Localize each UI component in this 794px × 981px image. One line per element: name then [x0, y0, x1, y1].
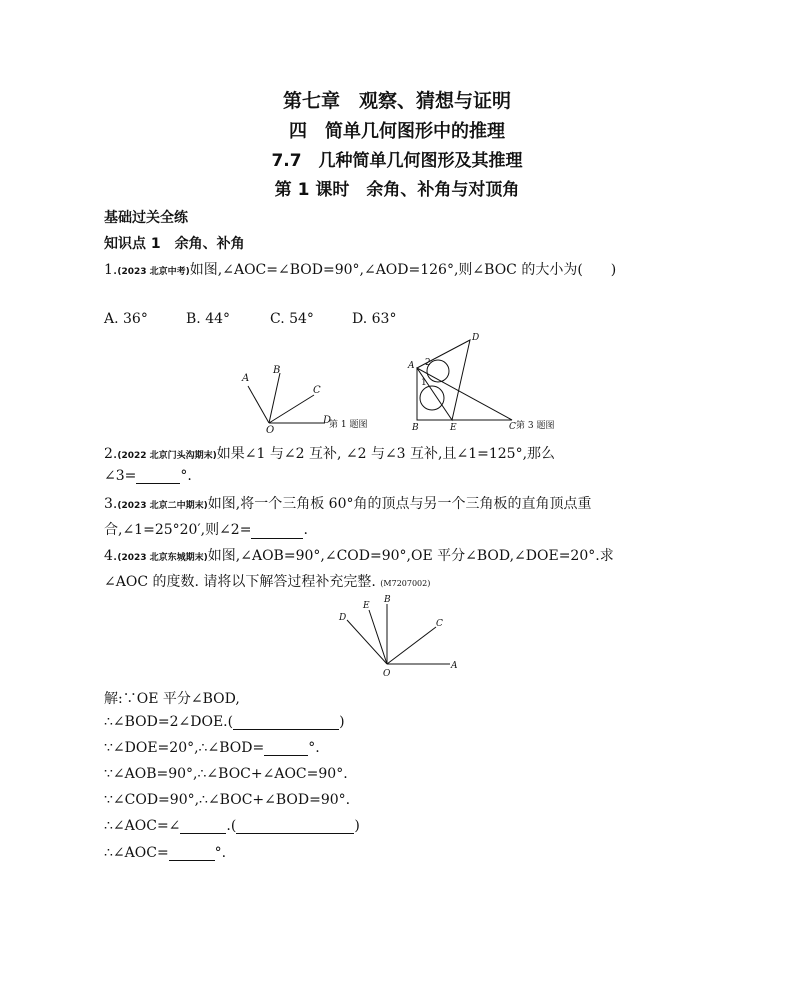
question-number: 4. — [104, 548, 118, 564]
text: .( — [226, 818, 237, 834]
text: °. — [180, 468, 192, 484]
question-text: 如图,∠AOB=90°,∠COD=90°,OE 平分∠BOD,∠DOE=20°.求 — [207, 548, 614, 564]
label-a: A — [451, 661, 458, 671]
subsection-title: 7.7 几种简单几何图形及其推理 — [271, 151, 523, 171]
question-1 — [104, 259, 616, 279]
label-b: B — [273, 365, 281, 376]
answer-blank[interactable] — [251, 524, 303, 539]
ray-oc — [269, 395, 314, 423]
answer-blank[interactable] — [169, 846, 215, 861]
question-source: (2023 北京二中期末) — [117, 501, 208, 511]
figure-3 — [400, 328, 560, 432]
label-c: C — [313, 385, 321, 396]
question-number: 2. — [104, 446, 118, 462]
label-o: O — [383, 669, 391, 679]
option-a: A. 36° — [104, 311, 148, 327]
question-text: 如图,∠AOC=∠BOD=90°,∠AOD=126°,则∠BOC 的大小为( ) — [189, 262, 617, 278]
text: ∴∠AOC=∠ — [104, 818, 181, 834]
text: ) — [339, 714, 345, 730]
label-c: C — [509, 422, 516, 432]
question-2-line-2 — [104, 468, 192, 484]
figure-1 — [235, 355, 395, 435]
label-d: D — [323, 415, 332, 426]
question-number: 1. — [104, 262, 118, 278]
text: °. — [308, 740, 320, 756]
question-text: 如图,将一个三角板 60°角的顶点与另一个三角板的直角顶点重 — [207, 496, 592, 512]
question-4 — [104, 545, 614, 565]
question-4-line-2 — [104, 571, 430, 591]
answer-blank[interactable] — [180, 819, 226, 834]
solution-step-4: ∵∠AOB=90°,∴∠BOC+∠AOC=90°. — [104, 766, 348, 782]
label-e: E — [450, 423, 457, 432]
label-a: A — [242, 373, 250, 384]
label-o: O — [266, 425, 275, 435]
figure-4 — [332, 590, 462, 680]
answer-blank[interactable] — [136, 469, 180, 484]
solution-step-6 — [104, 818, 360, 834]
ray-oe — [369, 610, 387, 664]
ray-ob — [269, 373, 280, 423]
question-code: (M7207002) — [380, 579, 431, 588]
label-a: A — [408, 361, 415, 371]
text: ∴∠AOC= — [104, 845, 169, 861]
label-e: E — [363, 601, 370, 611]
answer-blank[interactable] — [264, 741, 308, 756]
label-angle-1: 1 — [421, 378, 427, 388]
solution-step-1: 解:∵OE 平分∠BOD, — [104, 691, 240, 707]
option-c: C. 54° — [270, 311, 314, 327]
label-d: D — [339, 613, 347, 623]
question-source: (2023 北京中考) — [117, 267, 190, 277]
text: ∴∠BOD=2∠DOE.( — [104, 714, 234, 730]
label-b: B — [412, 423, 419, 432]
question-3-line-2 — [104, 519, 308, 539]
option-d: D. 63° — [352, 311, 397, 327]
option-b: B. 44° — [186, 311, 231, 327]
solution-step-7 — [104, 845, 226, 861]
practice-heading: 基础过关全练 — [104, 210, 188, 226]
solution-step-3 — [104, 740, 320, 756]
question-text: 如果∠1 与∠2 互补, ∠2 与∠3 互补,且∠1=125°,那么 — [216, 446, 556, 462]
question-source: (2023 北京东城期末) — [117, 553, 208, 563]
text: . — [303, 522, 308, 538]
label-c: C — [436, 619, 443, 629]
solution-step-5: ∵∠COD=90°,∴∠BOC+∠BOD=90°. — [104, 792, 351, 808]
section-title: 四 简单几何图形中的推理 — [289, 121, 505, 142]
label-angle-2: 2 — [425, 358, 431, 368]
question-number: 3. — [104, 496, 118, 512]
text: ∠3= — [104, 468, 137, 484]
triangle-abc — [417, 368, 512, 420]
knowledge-point-heading: 知识点 1 余角、补角 — [104, 236, 245, 252]
text: ∵∠DOE=20°,∴∠BOD= — [104, 740, 265, 756]
ray-od — [347, 620, 387, 664]
chapter-title: 第七章 观察、猜想与证明 — [282, 90, 511, 112]
ray-oa — [248, 386, 269, 423]
text: °. — [214, 845, 227, 861]
question-2 — [104, 443, 555, 463]
solution-step-2 — [104, 714, 345, 730]
label-b: B — [384, 595, 391, 605]
reason-blank[interactable] — [236, 819, 354, 834]
question-3 — [104, 493, 592, 513]
lesson-title: 第 1 课时 余角、补角与对顶角 — [274, 180, 520, 200]
label-d: D — [472, 333, 480, 343]
figure-3-caption: 第 3 题图 — [516, 421, 555, 431]
question-source: (2022 北京门头沟期末) — [117, 451, 217, 461]
ray-oc — [387, 627, 436, 664]
text: 合,∠1=25°20′,则∠2= — [104, 522, 252, 538]
text: ∠AOC 的度数. 请将以下解答过程补充完整. — [104, 574, 376, 590]
figure-1-caption: 第 1 题图 — [329, 420, 368, 430]
reason-blank[interactable] — [233, 715, 339, 730]
text: ) — [354, 818, 360, 834]
